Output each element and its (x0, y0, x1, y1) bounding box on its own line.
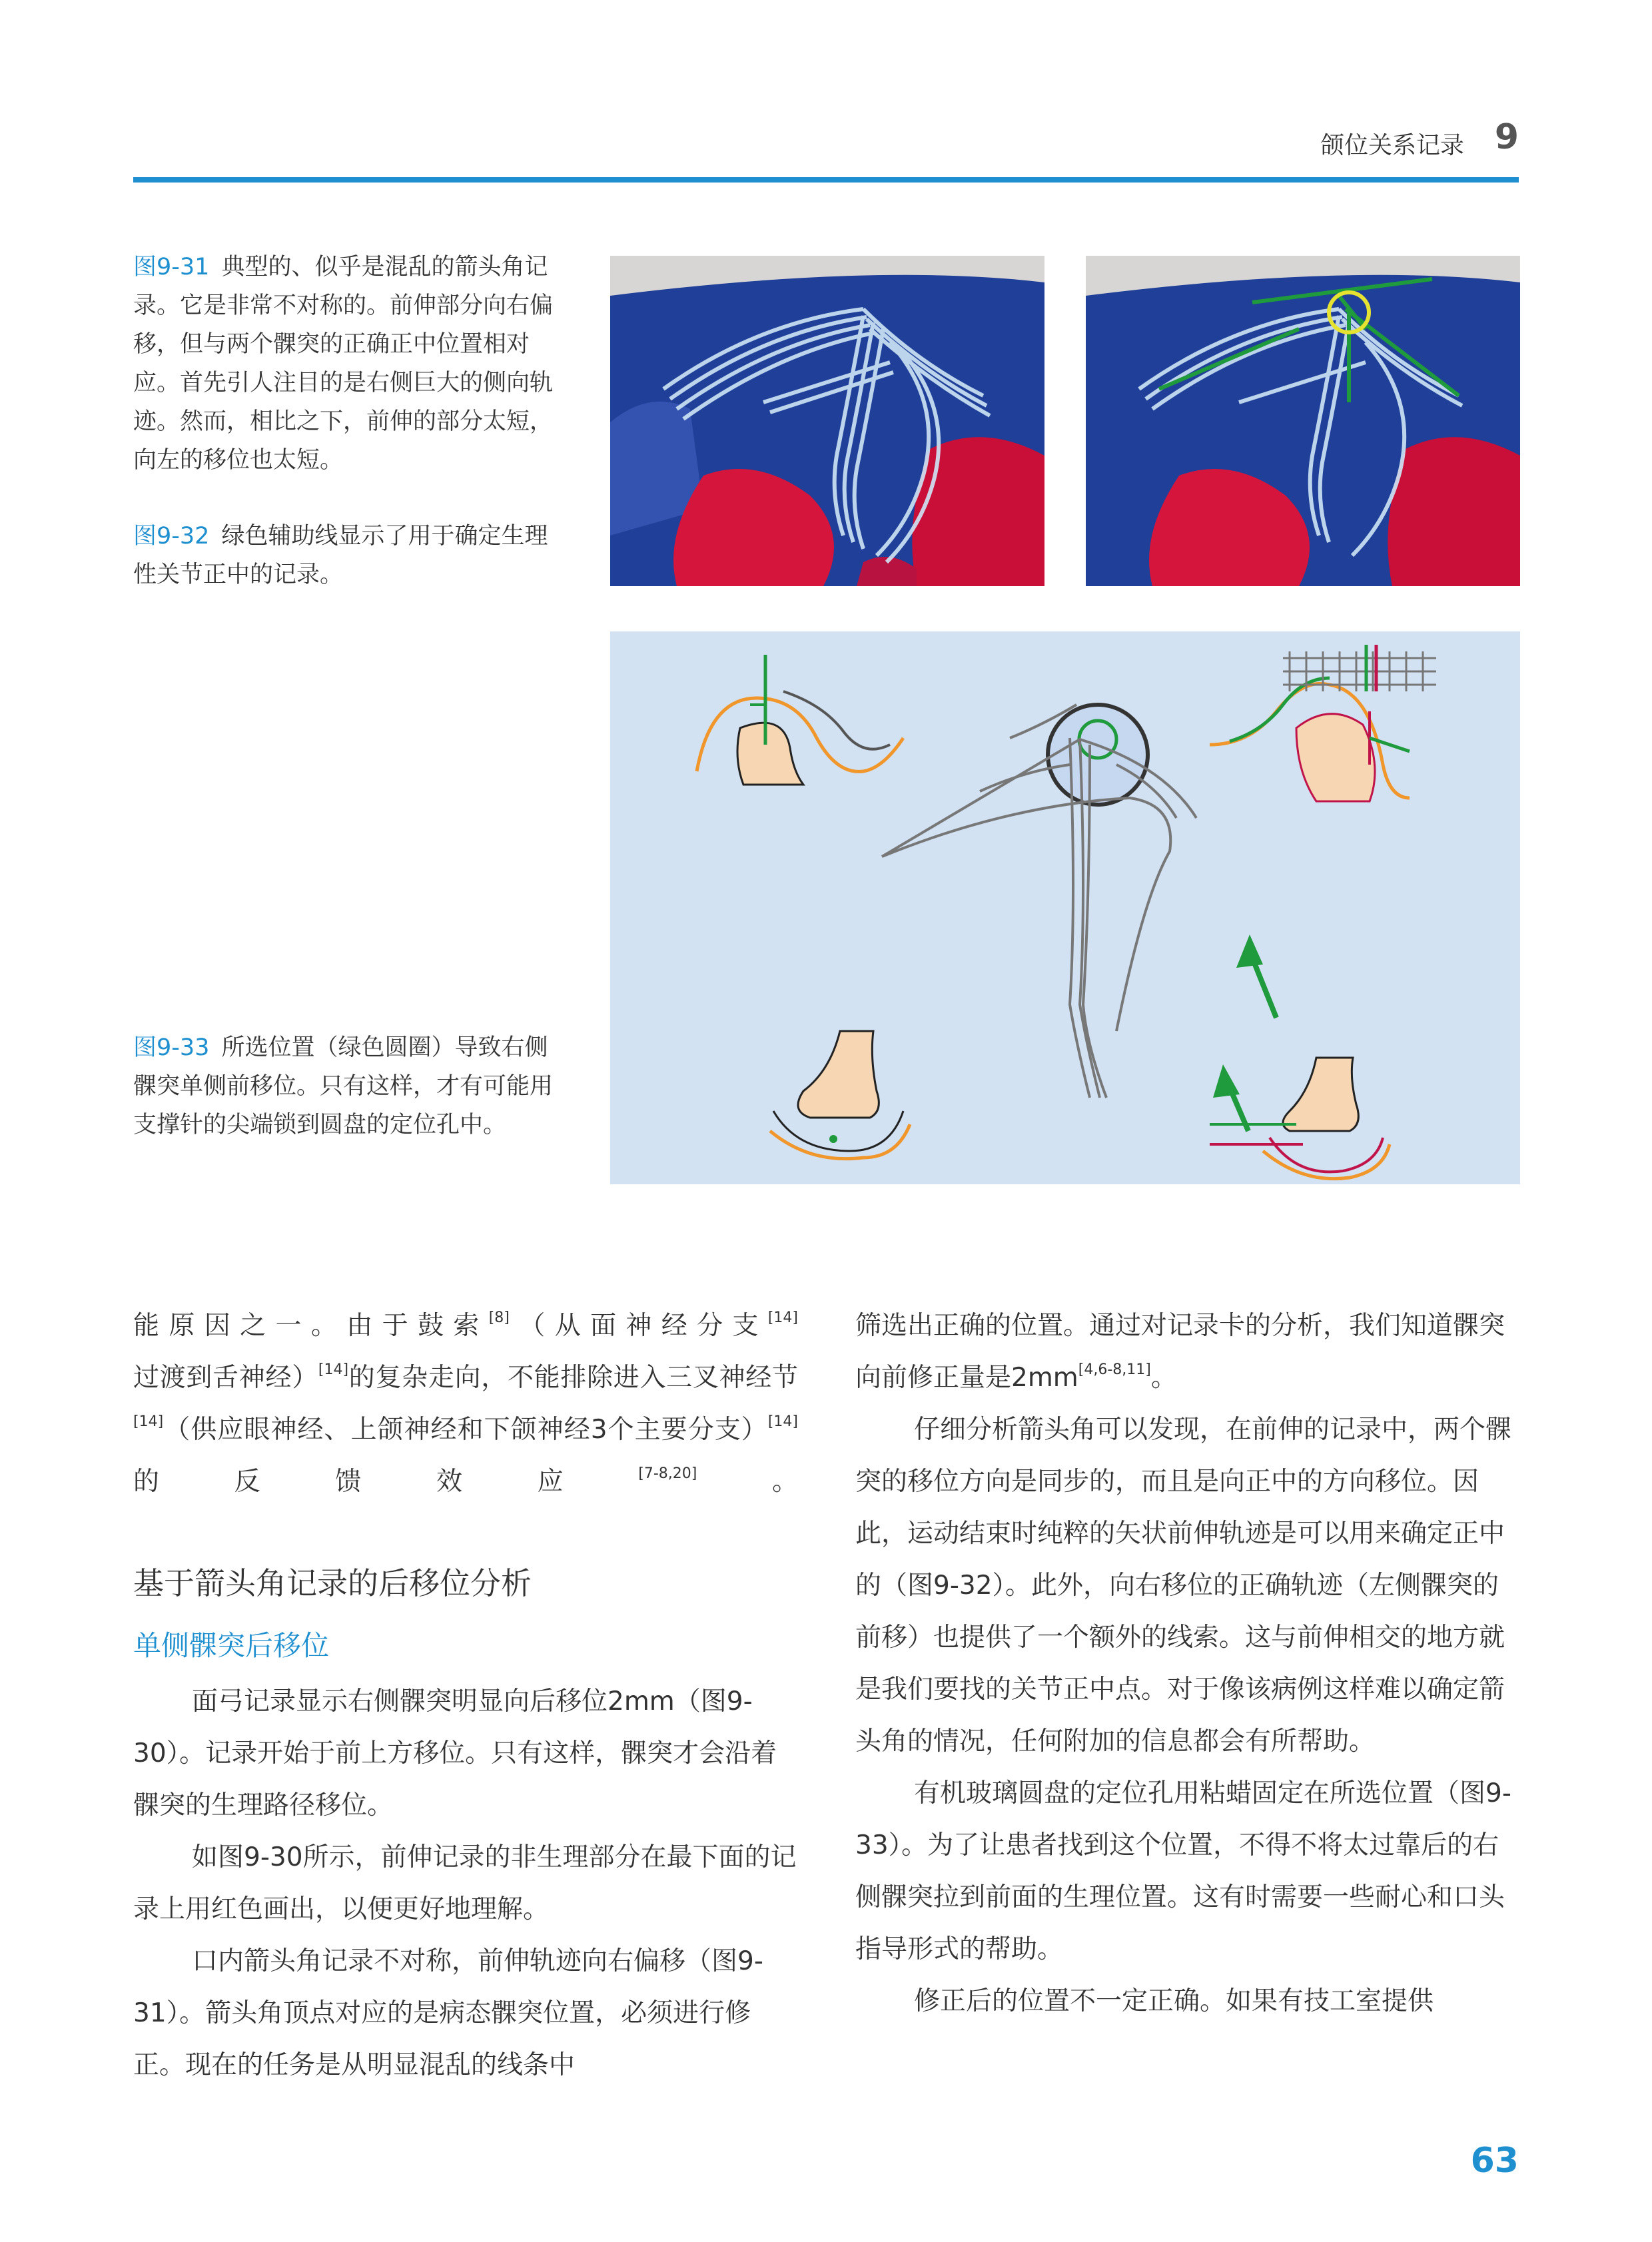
caption-label: 图9-31 (133, 254, 210, 280)
caption-fig-9-31 (133, 248, 560, 480)
paragraph: 面弓记录显示右侧髁突明显向后移位2mm（图9-30）。记录开始于前上方移位。只有这样，髁突才会沿着髁突的生理路径移位。 (133, 1686, 777, 1820)
page-number: 63 (1470, 2141, 1519, 2181)
diagram-fig-9-33 (610, 631, 1520, 1184)
text: 能原因之一。由于鼓索 (133, 1311, 489, 1341)
text: （供应眼神经、上颌神经和下颌神经3个主要分支） (163, 1415, 768, 1445)
caption-text: 典型的、似乎是混乱的箭头角记录。它是非常不对称的。前伸部分向右偏移，但与两个髁突的正确正中位置相对应。首先引人注目的是右侧巨大的侧向轨迹。然而，相比之下，前伸的部分太短，向左的移位也太短。 (133, 254, 554, 474)
section-heading: 基于箭头角记录的后移位分析 (133, 1565, 532, 1601)
paragraph: 有机玻璃圆盘的定位孔用粘蜡固定在所选位置（图9-33）。为了让患者找到这个位置，不得不将太过靠后的右侧髁突拉到前面的生理位置。这有时需要一些耐心和口头指导形式的帮助。 (855, 1778, 1511, 1964)
body-column-left (133, 1300, 798, 2091)
paragraph (133, 1300, 798, 1508)
paragraph: 修正后的位置不一定正确。如果有技工室提供 (914, 1986, 1434, 2016)
photo-fig-9-32 (1086, 256, 1520, 586)
paragraph: 如图9-30所示，前伸记录的非生理部分在最下面的记录上用红色画出，以便更好地理解。 (133, 1842, 797, 1924)
chapter-number: 9 (1494, 117, 1519, 157)
caption-label: 图9-32 (133, 523, 210, 550)
citation: [14] (767, 1309, 798, 1326)
caption-text: 所选位置（绿色圆圈）导致右侧髁突单侧前移位。只有这样，才有可能用支撑针的尖端锁到圆盘的定位孔中。 (133, 1034, 554, 1138)
header-rule (133, 177, 1519, 183)
citation: [14] (133, 1413, 164, 1430)
running-header-title: 颌位关系记录 (1320, 132, 1464, 159)
caption-fig-9-33 (133, 1028, 560, 1144)
paragraph: 仔细分析箭头角可以发现，在前伸的记录中，两个髁突的移位方向是同步的，而且是向正中的方向移位。因此，运动结束时纯粹的矢状前伸轨迹是可以用来确定正中的（图9-32）。此外，向右移位的正确轨迹（左侧髁突的前移）也提供了一个额外的线索。这与前伸相交的地方就是我们要找的关节正中点。对于像该病例这样难以确定箭头角的情况，任何附加的信息都会有所帮助。 (855, 1415, 1512, 1756)
text: 筛选出正确的位置。通过对记录卡的分析，我们知道髁突向前修正量是2mm (855, 1311, 1505, 1393)
text: 的复杂走向，不能排除进入三叉神经节 (348, 1363, 798, 1393)
body-column-right (855, 1300, 1520, 2028)
citation: [14] (318, 1361, 349, 1378)
text: 。 (1150, 1363, 1177, 1393)
citation: [14] (767, 1413, 798, 1430)
citation: [4,6-8,11] (1078, 1361, 1151, 1378)
citation: [8] (488, 1309, 510, 1326)
text: 。 (697, 1467, 798, 1497)
caption-fig-9-32 (133, 517, 560, 594)
text: （从面神经分支 (509, 1311, 768, 1341)
subsection-heading: 单侧髁突后移位 (133, 1629, 330, 1662)
photo-fig-9-31 (610, 256, 1044, 586)
caption-text: 绿色辅助线显示了用于确定生理性关节正中的记录。 (133, 523, 548, 588)
caption-label: 图9-33 (133, 1034, 210, 1061)
paragraph (855, 1300, 1520, 1404)
citation: [7-8,20] (638, 1465, 697, 1482)
paragraph: 口内箭头角记录不对称，前伸轨迹向右偏移（图9-31）。箭头角顶点对应的是病态髁突位置，必须进行修正。现在的任务是从明显混乱的线条中 (133, 1946, 763, 2080)
text: 过渡到舌神经） (133, 1363, 318, 1393)
text: 的反馈效应 (133, 1467, 639, 1497)
